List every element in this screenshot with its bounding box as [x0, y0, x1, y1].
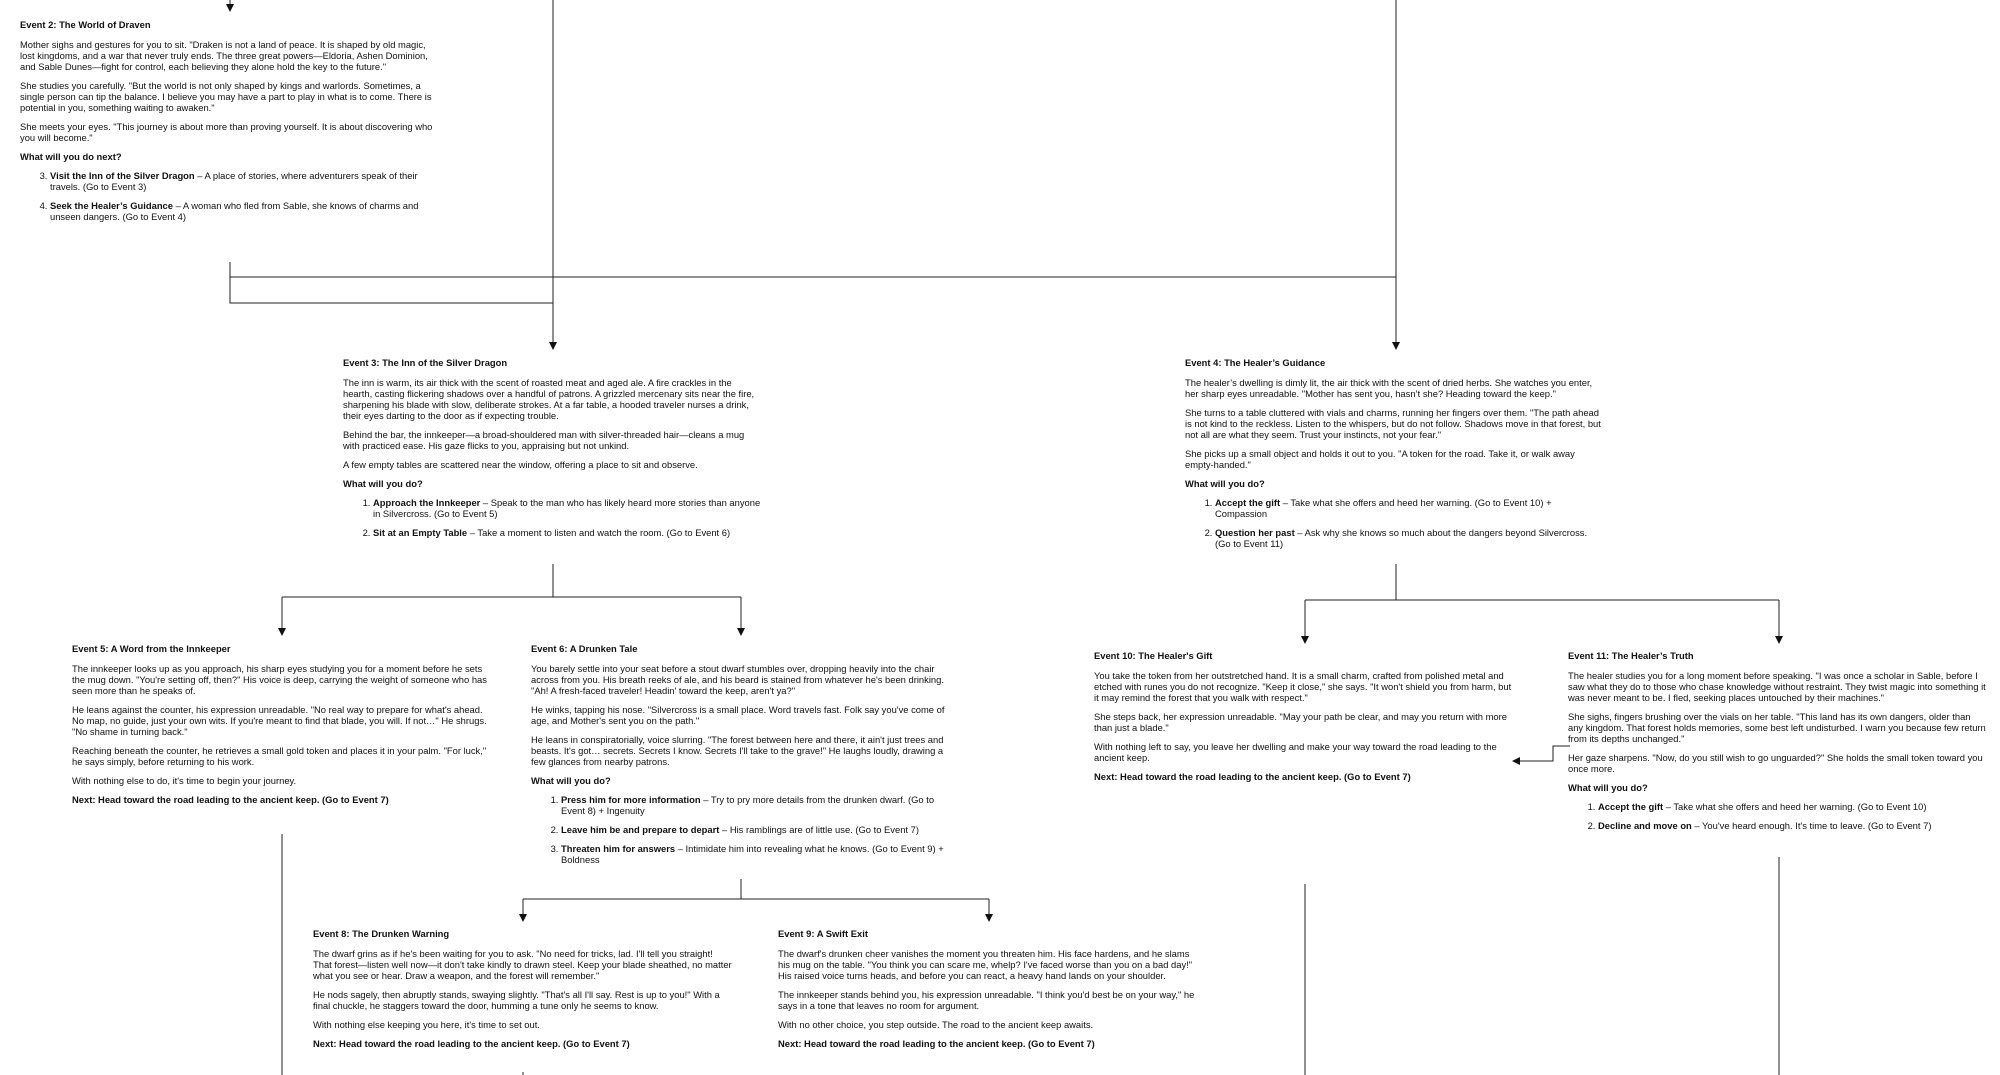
- choice-label: Press him for more information: [561, 794, 701, 805]
- choice-label: Accept the gift: [1598, 801, 1664, 812]
- event-paragraph: She sighs, fingers brushing over the vials on her table. "This land has its own dangers, older than any kingdom. That forest holds memories, some best left undisturbed. I warn you because few return from its depths unchanged.": [1568, 711, 1986, 744]
- event-paragraph: A few empty tables are scattered near the window, offering a place to sit and observe.: [343, 459, 698, 470]
- choice-text: – Take what she offers and heed her warning. (Go to Event 10) + Compassion: [1215, 497, 1552, 519]
- event-paragraph: He nods sagely, then abruptly stands, swaying slightly. "That's all I'll say. Rest is up to you!" With a final chuckle, he staggers toward the door, humming a tune only he seems to know.: [313, 989, 720, 1011]
- choice-item[interactable]: [561, 843, 951, 865]
- choice-text: – Take a moment to listen and watch the room. (Go to Event 6): [467, 527, 731, 538]
- choice-label: Visit the Inn of the Silver Dragon: [50, 170, 195, 181]
- choice-text: – You've heard enough. It's time to leave. (Go to Event 7): [1691, 820, 1932, 831]
- choice-item[interactable]: [1598, 801, 1988, 812]
- event-node-3: [343, 357, 763, 546]
- event-paragraph: She steps back, her expression unreadable. "May your path be clear, and may you return with more than just a blade.": [1094, 711, 1507, 733]
- event-paragraph: Behind the bar, the innkeeper—a broad-shouldered man with silver-threaded hair—cleans a mug with practiced ease. His gaze flicks to you, appraising but not unkind.: [343, 429, 745, 451]
- connector-event-11-to-event-10: [1516, 746, 1570, 761]
- event-paragraph: With nothing left to say, you leave her dwelling and make your way toward the road leading to the ancient keep.: [1094, 741, 1497, 763]
- event-title: Event 10: The Healer's Gift: [1094, 650, 1213, 661]
- choice-label: Sit at an Empty Table: [373, 527, 468, 538]
- event-paragraph: With no other choice, you step outside. The road to the ancient keep awaits.: [778, 1019, 1094, 1030]
- choice-text: – A woman who fled from Sable, she knows of charms and unseen dangers. (Go to Event 4): [50, 200, 419, 222]
- event-next[interactable]: Next: Head toward the road leading to the ancient keep. (Go to Event 7): [313, 1038, 630, 1049]
- event-title: Event 6: A Drunken Tale: [531, 643, 638, 654]
- choice-list: [343, 497, 763, 538]
- choice-text: – Try to pry more details from the drunken dwarf. (Go to Event 8) + Ingenuity: [561, 794, 935, 816]
- event-next[interactable]: Next: Head toward the road leading to the ancient keep. (Go to Event 7): [72, 794, 389, 805]
- choice-text: – Take what she offers and heed her warning. (Go to Event 10): [1663, 801, 1927, 812]
- choice-item[interactable]: [561, 794, 951, 816]
- choice-text: – Speak to the man who has likely heard more stories than anyone in Silvercross. (Go to Event 5): [373, 497, 761, 519]
- choice-item[interactable]: [1598, 820, 1988, 831]
- event-paragraph: Mother sighs and gestures for you to sit. "Draken is not a land of peace. It is shaped by old magic, lost kingdoms, and a war that never truly ends. The three great powers—Eldoria, Ashen Dominion, and Sable Dunes—fight for control, each believing they alone hold the key to the future.": [20, 39, 428, 72]
- event-node-9: [778, 928, 1198, 1049]
- choice-list: [1568, 801, 1988, 831]
- event-paragraph: He leans against the counter, his expression unreadable. "No real way to prepare for what's ahead. No map, no guide, just your own wits. If you're meant to find that blade, you will. If not…" He shrugs. "No shame in turning back.": [72, 704, 487, 737]
- event-node-8: [313, 928, 733, 1049]
- event-question: What will you do next?: [20, 151, 122, 162]
- event-paragraph: The innkeeper stands behind you, his expression unreadable. "I think you'd best be on your way," he says in a tone that leaves no room for argument.: [778, 989, 1195, 1011]
- choice-label: Question her past: [1215, 527, 1295, 538]
- event-title: Event 8: The Drunken Warning: [313, 928, 450, 939]
- event-next[interactable]: Next: Head toward the road leading to the ancient keep. (Go to Event 7): [1094, 771, 1411, 782]
- choice-label: Leave him be and prepare to depart: [561, 824, 720, 835]
- event-paragraph: With nothing else to do, it's time to begin your journey.: [72, 775, 297, 786]
- choice-text: – Ask why she knows so much about the dangers beyond Silvercross. (Go to Event 11): [1215, 527, 1588, 549]
- choice-item[interactable]: [373, 497, 763, 519]
- choice-text: – A place of stories, where adventurers speak of their travels. (Go to Event 3): [50, 170, 418, 192]
- choice-item[interactable]: [561, 824, 951, 835]
- event-paragraph: She studies you carefully. "But the world is not only shaped by kings and warlords. Sometimes, a single person can tip the balance. I believe you may have a part to play in what is to come. There is potential in you, something waiting to awaken.": [20, 80, 432, 113]
- event-paragraph: He winks, tapping his nose. "Silvercross is a small place. Word travels fast. Folk say you've come of age, and Mother's sent you on the path.": [531, 704, 945, 726]
- event-node-5: [72, 643, 492, 805]
- event-title: Event 2: The World of Draven: [20, 19, 151, 30]
- event-paragraph: Reaching beneath the counter, he retrieves a small gold token and places it in your palm. "For luck," he says simply, before returning to his work.: [72, 745, 487, 767]
- event-paragraph: The dwarf grins as if he's been waiting for you to ask. "No need for tricks, lad. I'll tell you straight! That forest—listen well now—it don't take kindly to drawn steel. Keep your blade sheathed, no matter what you see or hear. Draw a weapon, and the forest will remember.": [313, 948, 732, 981]
- choice-item[interactable]: [50, 170, 440, 192]
- choice-item[interactable]: [50, 200, 440, 222]
- event-title: Event 4: The Healer’s Guidance: [1185, 357, 1326, 368]
- event-title: Event 5: A Word from the Innkeeper: [72, 643, 231, 654]
- event-node-4: [1185, 357, 1605, 557]
- event-paragraph: She meets your eyes. "This journey is about more than proving yourself. It is about discovering who you will become.": [20, 121, 433, 143]
- event-next[interactable]: Next: Head toward the road leading to the ancient keep. (Go to Event 7): [778, 1038, 1095, 1049]
- event-title: Event 9: A Swift Exit: [778, 928, 868, 939]
- event-paragraph: You take the token from her outstretched hand. It is a small charm, crafted from polished metal and etched with runes you do not recognize. "Keep it close," she says. "It won't shield you from harm, but it may remind the forest that you walk with respect.": [1094, 670, 1512, 703]
- choice-text: – His ramblings are of little use. (Go to Event 7): [719, 824, 919, 835]
- event-title: Event 3: The Inn of the Silver Dragon: [343, 357, 508, 368]
- event-paragraph: She turns to a table cluttered with vials and charms, running her fingers over them. "The path ahead is not kind to the reckless. Listen to the whispers, but do not follow. Shadows move in that forest, but not all are what they seem. Trust your instincts, not your fear.": [1185, 407, 1601, 440]
- event-node-11: [1568, 650, 1988, 839]
- choice-item[interactable]: [1215, 497, 1605, 519]
- choice-item[interactable]: [373, 527, 763, 538]
- event-paragraph: With nothing else keeping you here, it's time to set out.: [313, 1019, 540, 1030]
- event-title: Event 11: The Healer’s Truth: [1568, 650, 1694, 661]
- event-paragraph: She picks up a small object and holds it out to you. "A token for the road. Take it, or walk away empty-handed.": [1185, 448, 1575, 470]
- event-node-10: [1094, 650, 1516, 782]
- choice-list: [531, 794, 951, 865]
- event-paragraph: The inn is warm, its air thick with the scent of roasted meat and aged ale. A fire crackles in the hearth, casting flickering shadows over a handful of patrons. A grizzled mercenary sits near the fire, sharpening his blade with slow, deliberate strokes. At a far table, a hooded traveler nurses a drink, their eyes darting to the door as if expecting trouble.: [343, 377, 755, 421]
- event-question: What will you do?: [531, 775, 611, 786]
- choice-label: Approach the Innkeeper: [373, 497, 481, 508]
- event-paragraph: The healer studies you for a long moment before speaking. "I was once a scholar in Sable, before I saw what they do to those who chase knowledge without restraint. They twist magic into something it was never meant to be. I fled, seeking places untouched by their machines.": [1568, 670, 1986, 703]
- event-paragraph: The healer’s dwelling is dimly lit, the air thick with the scent of dried herbs. She watches you enter, her sharp eyes unreadable. "Mother has sent you, hasn’t she? Heading toward the keep.": [1185, 377, 1593, 399]
- event-node-6: [531, 643, 951, 873]
- event-question: What will you do?: [1185, 478, 1265, 489]
- event-paragraph: The innkeeper looks up as you approach, his sharp eyes studying you for a moment before he sets the mug down. "You're setting off, then?" His voice is deep, carrying the weight of someone who has seen more than he speaks of.: [72, 663, 487, 696]
- choice-text: – Intimidate him into revealing what he knows. (Go to Event 9) + Boldness: [561, 843, 944, 865]
- event-question: What will you do?: [343, 478, 423, 489]
- choice-label: Accept the gift: [1215, 497, 1281, 508]
- choice-label: Threaten him for answers: [561, 843, 676, 854]
- choice-label: Decline and move on: [1598, 820, 1692, 831]
- choice-label: Seek the Healer’s Guidance: [50, 200, 173, 211]
- connector-event-2-branch: [230, 262, 553, 303]
- event-paragraph: The dwarf's drunken cheer vanishes the moment you threaten him. His face hardens, and he slams his mug on the table. "You think you can scare me, whelp? I've faced worse than you on a bad day!" His raised voice turns heads, and before you can react, a heavy hand lands on your shoulder.: [778, 948, 1193, 981]
- event-node-2: [20, 19, 440, 230]
- choice-list: [20, 170, 440, 222]
- event-question: What will you do?: [1568, 782, 1648, 793]
- event-paragraph: You barely settle into your seat before a stout dwarf stumbles over, dropping heavily into the chair across from you. His breath reeks of ale, and his beard is stained from whatever he's been drinking. "Ah! A fresh-faced traveler! Headin' toward the keep, aren't ya?": [531, 663, 944, 696]
- choice-list: [1185, 497, 1605, 549]
- event-paragraph: He leans in conspiratorially, voice slurring. "The forest between here and there, it ain't just trees and beasts. It's got… secrets. Secrets I know. Secrets I'll take to the grave!" He laughs loudly, drawing a few glances from nearby patrons.: [531, 734, 944, 767]
- choice-item[interactable]: [1215, 527, 1605, 549]
- event-paragraph: Her gaze sharpens. "Now, do you still wish to go unguarded?" She holds the small token toward you once more.: [1568, 752, 1983, 774]
